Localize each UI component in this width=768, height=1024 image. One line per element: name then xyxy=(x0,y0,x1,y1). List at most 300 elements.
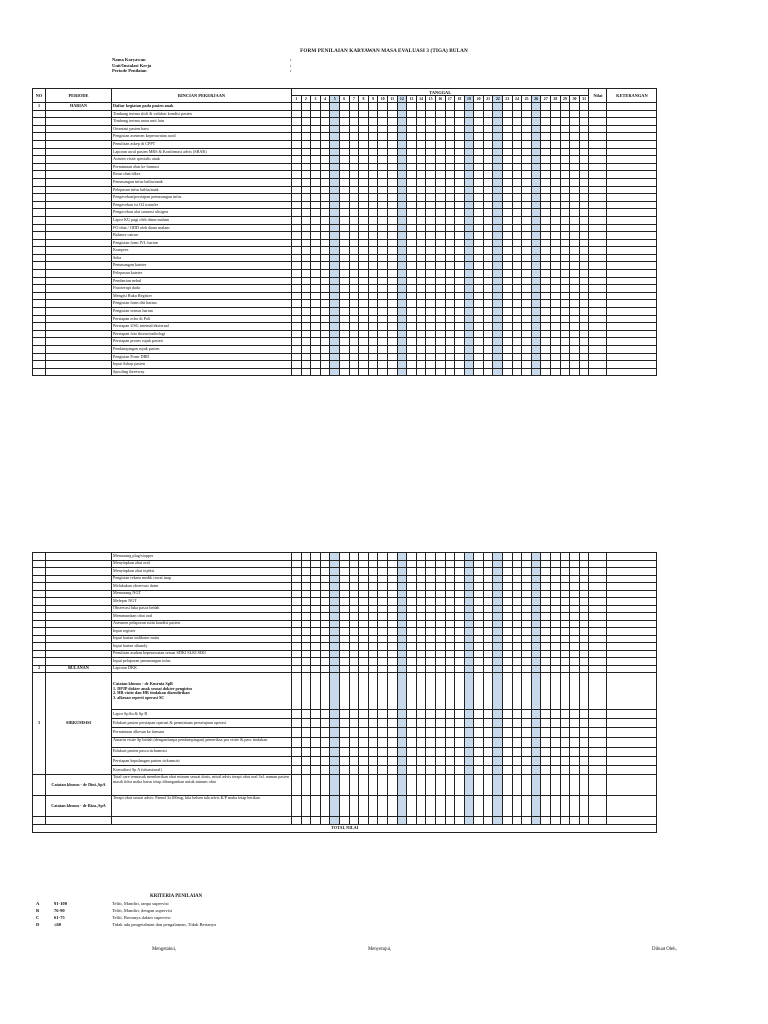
day-cell[interactable] xyxy=(531,216,541,224)
day-cell[interactable] xyxy=(387,125,397,133)
day-cell[interactable] xyxy=(464,178,474,186)
day-cell[interactable] xyxy=(541,171,551,179)
day-cell[interactable] xyxy=(560,361,570,369)
day-cell[interactable] xyxy=(560,315,570,323)
day-cell[interactable] xyxy=(320,133,330,141)
day-cell[interactable] xyxy=(570,747,580,756)
day-cell[interactable] xyxy=(522,346,532,354)
day-cell[interactable] xyxy=(531,330,541,338)
day-cell[interactable] xyxy=(579,665,589,673)
day-cell[interactable] xyxy=(560,163,570,171)
nilai-cell[interactable] xyxy=(589,140,607,148)
day-cell[interactable] xyxy=(570,201,580,209)
day-cell[interactable] xyxy=(503,658,513,666)
day-cell[interactable] xyxy=(339,346,349,354)
day-cell[interactable] xyxy=(503,598,513,606)
day-cell[interactable] xyxy=(349,590,359,598)
day-cell[interactable] xyxy=(503,201,513,209)
day-cell[interactable] xyxy=(301,133,311,141)
day-cell[interactable] xyxy=(320,665,330,673)
day-cell[interactable] xyxy=(378,186,388,194)
day-cell[interactable] xyxy=(301,270,311,278)
day-cell[interactable] xyxy=(512,583,522,591)
day-cell[interactable] xyxy=(407,553,417,561)
day-cell[interactable] xyxy=(407,239,417,247)
day-cell[interactable] xyxy=(570,665,580,673)
day-cell[interactable] xyxy=(349,163,359,171)
day-cell[interactable] xyxy=(368,171,378,179)
day-cell[interactable] xyxy=(311,292,321,300)
day-cell[interactable] xyxy=(387,216,397,224)
day-cell[interactable] xyxy=(339,277,349,285)
day-cell[interactable] xyxy=(464,673,474,710)
day-cell[interactable] xyxy=(503,817,513,825)
day-cell[interactable] xyxy=(397,254,407,262)
day-cell[interactable] xyxy=(407,254,417,262)
day-cell[interactable] xyxy=(493,277,503,285)
day-cell[interactable] xyxy=(560,323,570,331)
day-cell[interactable] xyxy=(483,796,493,817)
day-cell[interactable] xyxy=(474,140,484,148)
day-cell[interactable] xyxy=(349,353,359,361)
day-cell[interactable] xyxy=(339,598,349,606)
day-cell[interactable] xyxy=(378,156,388,164)
nilai-cell[interactable] xyxy=(589,598,607,606)
day-cell[interactable] xyxy=(551,178,561,186)
day-cell[interactable] xyxy=(387,323,397,331)
day-cell[interactable] xyxy=(416,673,426,710)
day-cell[interactable] xyxy=(512,323,522,331)
day-cell[interactable] xyxy=(455,262,465,270)
day-cell[interactable] xyxy=(483,353,493,361)
day-cell[interactable] xyxy=(368,254,378,262)
day-cell[interactable] xyxy=(426,756,436,765)
day-cell[interactable] xyxy=(426,620,436,628)
day-cell[interactable] xyxy=(531,140,541,148)
day-cell[interactable] xyxy=(512,598,522,606)
nilai-cell[interactable] xyxy=(589,171,607,179)
keterangan-cell[interactable] xyxy=(607,796,657,817)
day-cell[interactable] xyxy=(455,765,465,774)
day-cell[interactable] xyxy=(474,103,484,111)
day-cell[interactable] xyxy=(560,171,570,179)
day-cell[interactable] xyxy=(579,110,589,118)
day-cell[interactable] xyxy=(378,719,388,728)
day-cell[interactable] xyxy=(301,171,311,179)
day-cell[interactable] xyxy=(378,635,388,643)
day-cell[interactable] xyxy=(464,665,474,673)
day-cell[interactable] xyxy=(522,710,532,719)
day-cell[interactable] xyxy=(541,330,551,338)
day-cell[interactable] xyxy=(445,285,455,293)
day-cell[interactable] xyxy=(503,361,513,369)
nilai-cell[interactable] xyxy=(589,201,607,209)
day-cell[interactable] xyxy=(435,285,445,293)
day-cell[interactable] xyxy=(407,277,417,285)
day-cell[interactable] xyxy=(493,178,503,186)
day-cell[interactable] xyxy=(560,658,570,666)
day-cell[interactable] xyxy=(387,308,397,316)
day-cell[interactable] xyxy=(551,224,561,232)
day-cell[interactable] xyxy=(416,560,426,568)
day-cell[interactable] xyxy=(378,583,388,591)
day-cell[interactable] xyxy=(378,239,388,247)
day-cell[interactable] xyxy=(397,756,407,765)
day-cell[interactable] xyxy=(531,368,541,376)
day-cell[interactable] xyxy=(359,285,369,293)
day-cell[interactable] xyxy=(292,292,302,300)
day-cell[interactable] xyxy=(378,598,388,606)
day-cell[interactable] xyxy=(368,765,378,774)
day-cell[interactable] xyxy=(560,719,570,728)
day-cell[interactable] xyxy=(330,110,340,118)
day-cell[interactable] xyxy=(301,308,311,316)
day-cell[interactable] xyxy=(474,710,484,719)
day-cell[interactable] xyxy=(339,643,349,651)
day-cell[interactable] xyxy=(435,262,445,270)
day-cell[interactable] xyxy=(407,665,417,673)
day-cell[interactable] xyxy=(426,583,436,591)
day-cell[interactable] xyxy=(301,710,311,719)
day-cell[interactable] xyxy=(330,156,340,164)
day-cell[interactable] xyxy=(522,605,532,613)
day-cell[interactable] xyxy=(426,747,436,756)
day-cell[interactable] xyxy=(551,270,561,278)
day-cell[interactable] xyxy=(522,643,532,651)
day-cell[interactable] xyxy=(292,817,302,825)
day-cell[interactable] xyxy=(339,756,349,765)
day-cell[interactable] xyxy=(551,171,561,179)
day-cell[interactable] xyxy=(445,292,455,300)
day-cell[interactable] xyxy=(359,361,369,369)
day-cell[interactable] xyxy=(320,338,330,346)
day-cell[interactable] xyxy=(541,568,551,576)
day-cell[interactable] xyxy=(301,300,311,308)
day-cell[interactable] xyxy=(522,620,532,628)
day-cell[interactable] xyxy=(570,254,580,262)
day-cell[interactable] xyxy=(551,148,561,156)
day-cell[interactable] xyxy=(387,338,397,346)
day-cell[interactable] xyxy=(541,209,551,217)
day-cell[interactable] xyxy=(570,775,580,796)
day-cell[interactable] xyxy=(407,262,417,270)
day-cell[interactable] xyxy=(435,330,445,338)
day-cell[interactable] xyxy=(455,658,465,666)
day-cell[interactable] xyxy=(570,817,580,825)
day-cell[interactable] xyxy=(320,323,330,331)
day-cell[interactable] xyxy=(339,194,349,202)
day-cell[interactable] xyxy=(407,315,417,323)
day-cell[interactable] xyxy=(435,368,445,376)
day-cell[interactable] xyxy=(311,553,321,561)
day-cell[interactable] xyxy=(426,368,436,376)
day-cell[interactable] xyxy=(387,232,397,240)
day-cell[interactable] xyxy=(474,156,484,164)
day-cell[interactable] xyxy=(416,277,426,285)
day-cell[interactable] xyxy=(474,605,484,613)
day-cell[interactable] xyxy=(579,728,589,737)
day-cell[interactable] xyxy=(493,323,503,331)
day-cell[interactable] xyxy=(503,186,513,194)
day-cell[interactable] xyxy=(579,346,589,354)
day-cell[interactable] xyxy=(455,361,465,369)
day-cell[interactable] xyxy=(560,605,570,613)
day-cell[interactable] xyxy=(551,756,561,765)
day-cell[interactable] xyxy=(330,330,340,338)
day-cell[interactable] xyxy=(551,710,561,719)
day-cell[interactable] xyxy=(551,353,561,361)
day-cell[interactable] xyxy=(464,285,474,293)
day-cell[interactable] xyxy=(320,560,330,568)
day-cell[interactable] xyxy=(407,353,417,361)
day-cell[interactable] xyxy=(522,665,532,673)
day-cell[interactable] xyxy=(493,110,503,118)
day-cell[interactable] xyxy=(378,765,388,774)
day-cell[interactable] xyxy=(397,277,407,285)
day-cell[interactable] xyxy=(292,775,302,796)
day-cell[interactable] xyxy=(579,817,589,825)
day-cell[interactable] xyxy=(387,605,397,613)
day-cell[interactable] xyxy=(541,575,551,583)
day-cell[interactable] xyxy=(378,628,388,636)
day-cell[interactable] xyxy=(570,171,580,179)
day-cell[interactable] xyxy=(349,110,359,118)
day-cell[interactable] xyxy=(416,353,426,361)
day-cell[interactable] xyxy=(359,756,369,765)
day-cell[interactable] xyxy=(339,553,349,561)
day-cell[interactable] xyxy=(292,133,302,141)
day-cell[interactable] xyxy=(522,262,532,270)
day-cell[interactable] xyxy=(416,665,426,673)
day-cell[interactable] xyxy=(416,148,426,156)
day-cell[interactable] xyxy=(435,650,445,658)
day-cell[interactable] xyxy=(531,620,541,628)
day-cell[interactable] xyxy=(359,346,369,354)
day-cell[interactable] xyxy=(483,118,493,126)
day-cell[interactable] xyxy=(570,178,580,186)
day-cell[interactable] xyxy=(292,353,302,361)
nilai-cell[interactable] xyxy=(589,156,607,164)
day-cell[interactable] xyxy=(320,216,330,224)
day-cell[interactable] xyxy=(387,575,397,583)
day-cell[interactable] xyxy=(455,590,465,598)
day-cell[interactable] xyxy=(387,368,397,376)
day-cell[interactable] xyxy=(349,125,359,133)
day-cell[interactable] xyxy=(464,292,474,300)
day-cell[interactable] xyxy=(368,605,378,613)
day-cell[interactable] xyxy=(416,575,426,583)
day-cell[interactable] xyxy=(407,368,417,376)
day-cell[interactable] xyxy=(464,817,474,825)
day-cell[interactable] xyxy=(493,270,503,278)
day-cell[interactable] xyxy=(311,171,321,179)
day-cell[interactable] xyxy=(368,613,378,621)
day-cell[interactable] xyxy=(368,747,378,756)
day-cell[interactable] xyxy=(551,728,561,737)
day-cell[interactable] xyxy=(301,247,311,255)
day-cell[interactable] xyxy=(493,194,503,202)
day-cell[interactable] xyxy=(359,300,369,308)
day-cell[interactable] xyxy=(551,643,561,651)
day-cell[interactable] xyxy=(455,598,465,606)
day-cell[interactable] xyxy=(503,178,513,186)
day-cell[interactable] xyxy=(493,156,503,164)
day-cell[interactable] xyxy=(397,292,407,300)
day-cell[interactable] xyxy=(349,338,359,346)
day-cell[interactable] xyxy=(292,140,302,148)
day-cell[interactable] xyxy=(445,817,455,825)
day-cell[interactable] xyxy=(503,125,513,133)
day-cell[interactable] xyxy=(416,270,426,278)
day-cell[interactable] xyxy=(292,568,302,576)
day-cell[interactable] xyxy=(435,817,445,825)
day-cell[interactable] xyxy=(407,163,417,171)
day-cell[interactable] xyxy=(320,765,330,774)
day-cell[interactable] xyxy=(339,163,349,171)
day-cell[interactable] xyxy=(407,673,417,710)
day-cell[interactable] xyxy=(387,747,397,756)
day-cell[interactable] xyxy=(483,125,493,133)
keterangan-cell[interactable] xyxy=(607,323,657,331)
day-cell[interactable] xyxy=(292,710,302,719)
day-cell[interactable] xyxy=(579,765,589,774)
day-cell[interactable] xyxy=(579,292,589,300)
day-cell[interactable] xyxy=(445,796,455,817)
day-cell[interactable] xyxy=(579,323,589,331)
day-cell[interactable] xyxy=(483,338,493,346)
day-cell[interactable] xyxy=(570,560,580,568)
day-cell[interactable] xyxy=(435,643,445,651)
day-cell[interactable] xyxy=(493,590,503,598)
day-cell[interactable] xyxy=(387,171,397,179)
nilai-cell[interactable] xyxy=(589,125,607,133)
day-cell[interactable] xyxy=(416,568,426,576)
day-cell[interactable] xyxy=(311,643,321,651)
day-cell[interactable] xyxy=(522,368,532,376)
day-cell[interactable] xyxy=(522,590,532,598)
day-cell[interactable] xyxy=(397,628,407,636)
day-cell[interactable] xyxy=(311,756,321,765)
day-cell[interactable] xyxy=(397,817,407,825)
day-cell[interactable] xyxy=(320,247,330,255)
day-cell[interactable] xyxy=(445,186,455,194)
day-cell[interactable] xyxy=(416,737,426,747)
day-cell[interactable] xyxy=(579,125,589,133)
day-cell[interactable] xyxy=(359,710,369,719)
day-cell[interactable] xyxy=(493,553,503,561)
day-cell[interactable] xyxy=(368,710,378,719)
day-cell[interactable] xyxy=(292,338,302,346)
day-cell[interactable] xyxy=(397,285,407,293)
day-cell[interactable] xyxy=(330,163,340,171)
day-cell[interactable] xyxy=(368,201,378,209)
day-cell[interactable] xyxy=(378,613,388,621)
day-cell[interactable] xyxy=(570,635,580,643)
day-cell[interactable] xyxy=(292,216,302,224)
day-cell[interactable] xyxy=(493,817,503,825)
day-cell[interactable] xyxy=(368,262,378,270)
day-cell[interactable] xyxy=(455,292,465,300)
day-cell[interactable] xyxy=(560,247,570,255)
day-cell[interactable] xyxy=(455,796,465,817)
day-cell[interactable] xyxy=(368,270,378,278)
day-cell[interactable] xyxy=(378,756,388,765)
day-cell[interactable] xyxy=(551,239,561,247)
day-cell[interactable] xyxy=(483,665,493,673)
day-cell[interactable] xyxy=(579,186,589,194)
keterangan-cell[interactable] xyxy=(607,163,657,171)
day-cell[interactable] xyxy=(455,323,465,331)
day-cell[interactable] xyxy=(359,553,369,561)
day-cell[interactable] xyxy=(397,719,407,728)
day-cell[interactable] xyxy=(445,125,455,133)
day-cell[interactable] xyxy=(359,103,369,111)
day-cell[interactable] xyxy=(339,247,349,255)
day-cell[interactable] xyxy=(560,635,570,643)
day-cell[interactable] xyxy=(387,650,397,658)
day-cell[interactable] xyxy=(435,163,445,171)
day-cell[interactable] xyxy=(349,598,359,606)
day-cell[interactable] xyxy=(541,232,551,240)
day-cell[interactable] xyxy=(435,216,445,224)
day-cell[interactable] xyxy=(330,133,340,141)
day-cell[interactable] xyxy=(474,765,484,774)
day-cell[interactable] xyxy=(512,353,522,361)
day-cell[interactable] xyxy=(320,315,330,323)
day-cell[interactable] xyxy=(320,590,330,598)
day-cell[interactable] xyxy=(387,239,397,247)
day-cell[interactable] xyxy=(407,765,417,774)
day-cell[interactable] xyxy=(416,118,426,126)
day-cell[interactable] xyxy=(493,315,503,323)
day-cell[interactable] xyxy=(320,239,330,247)
day-cell[interactable] xyxy=(464,796,474,817)
day-cell[interactable] xyxy=(464,756,474,765)
day-cell[interactable] xyxy=(397,598,407,606)
day-cell[interactable] xyxy=(445,262,455,270)
day-cell[interactable] xyxy=(416,817,426,825)
day-cell[interactable] xyxy=(311,765,321,774)
day-cell[interactable] xyxy=(387,140,397,148)
day-cell[interactable] xyxy=(474,338,484,346)
day-cell[interactable] xyxy=(445,353,455,361)
day-cell[interactable] xyxy=(292,665,302,673)
day-cell[interactable] xyxy=(349,605,359,613)
day-cell[interactable] xyxy=(512,765,522,774)
day-cell[interactable] xyxy=(483,194,493,202)
day-cell[interactable] xyxy=(397,361,407,369)
day-cell[interactable] xyxy=(359,628,369,636)
day-cell[interactable] xyxy=(435,270,445,278)
day-cell[interactable] xyxy=(503,156,513,164)
day-cell[interactable] xyxy=(512,103,522,111)
keterangan-cell[interactable] xyxy=(607,643,657,651)
day-cell[interactable] xyxy=(551,110,561,118)
day-cell[interactable] xyxy=(570,628,580,636)
day-cell[interactable] xyxy=(330,308,340,316)
day-cell[interactable] xyxy=(512,140,522,148)
day-cell[interactable] xyxy=(464,270,474,278)
day-cell[interactable] xyxy=(570,353,580,361)
day-cell[interactable] xyxy=(551,628,561,636)
day-cell[interactable] xyxy=(551,635,561,643)
day-cell[interactable] xyxy=(445,710,455,719)
nilai-cell[interactable] xyxy=(589,103,607,111)
day-cell[interactable] xyxy=(378,292,388,300)
day-cell[interactable] xyxy=(311,817,321,825)
day-cell[interactable] xyxy=(292,201,302,209)
day-cell[interactable] xyxy=(579,315,589,323)
